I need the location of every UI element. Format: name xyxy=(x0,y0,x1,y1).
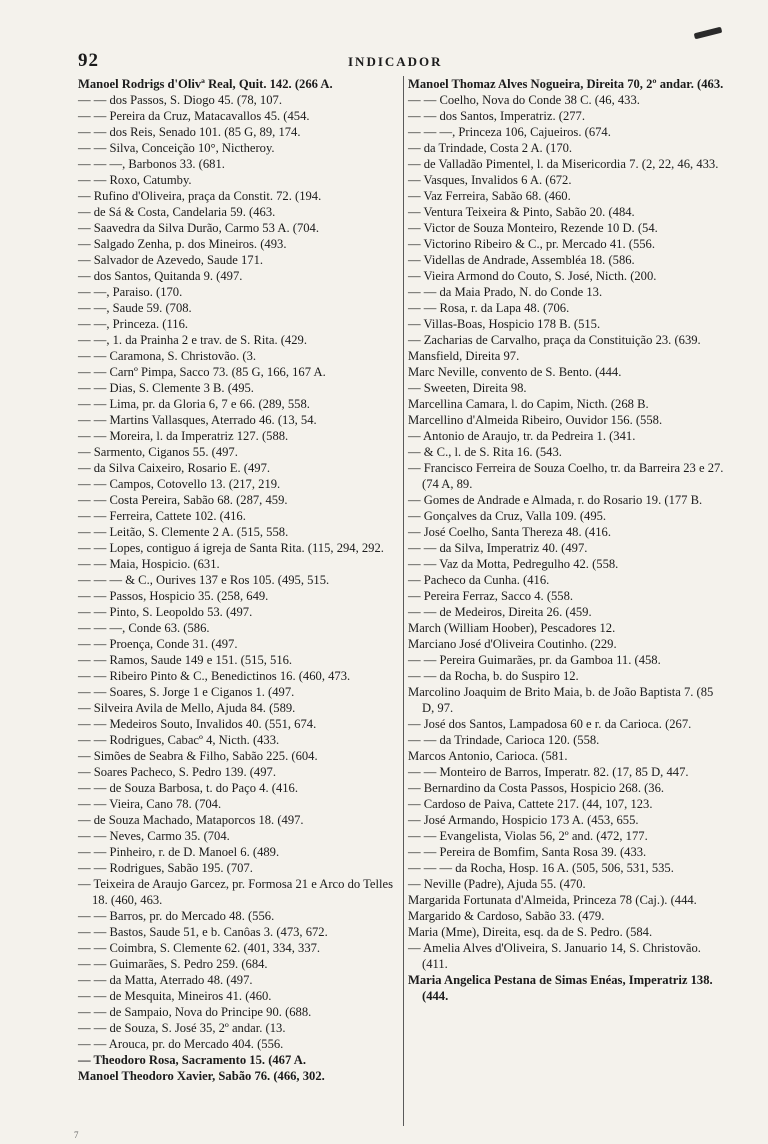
directory-entry: — — Martins Vallasques, Aterrado 46. (13, 54. xyxy=(78,413,317,427)
directory-entry: — José Coelho, Santa Thereza 48. (416. xyxy=(408,525,611,539)
directory-entry: — Salgado Zenha, p. dos Mineiros. (493. xyxy=(78,237,287,251)
directory-entry: — Cardoso de Paiva, Cattete 217. (44, 107, 123. xyxy=(408,797,653,811)
directory-entry: — Pereira Ferraz, Sacco 4. (558. xyxy=(408,589,574,603)
directory-entry: — — Carnº Pimpa, Sacco 73. (85 G, 166, 167 A. xyxy=(78,365,326,379)
directory-entry: Manoel Thomaz Alves Nogueira, Direita 70, 2º andar. (463. xyxy=(408,77,724,91)
column-divider xyxy=(403,76,404,1126)
directory-entry: — Teixeira de Araujo Garcez, pr. Formosa 21 e Arco do Telles 18. (460, 463. xyxy=(78,877,393,907)
directory-entry: — — de Medeiros, Direita 26. (459. xyxy=(408,605,592,619)
directory-entry: — — Passos, Hospicio 35. (258, 649. xyxy=(78,589,269,603)
directory-entry: Maria Angelica Pestana de Simas Enéas, Imperatriz 138. (444. xyxy=(408,973,713,1003)
directory-entry: — — Guimarães, S. Pedro 259. (684. xyxy=(78,957,268,971)
directory-entry: — Soares Pacheco, S. Pedro 139. (497. xyxy=(78,765,276,779)
directory-entry: — Bernardino da Costa Passos, Hospicio 268. (36. xyxy=(408,781,665,795)
directory-entry: — — Ramos, Saude 149 e 151. (515, 516. xyxy=(78,653,293,667)
directory-entry: Marcellino d'Almeida Ribeiro, Ouvidor 156. (558. xyxy=(408,413,663,427)
directory-entry: — & C., l. de S. Rita 16. (543. xyxy=(408,445,562,459)
directory-entry: — — —, Princeza 106, Cajueiros. (674. xyxy=(408,125,611,139)
directory-entry: — Villas-Boas, Hospicio 178 B. (515. xyxy=(408,317,601,331)
directory-entry: — Vaz Ferreira, Sabão 68. (460. xyxy=(408,189,571,203)
directory-entry: — — da Maia Prado, N. do Conde 13. xyxy=(408,285,603,299)
directory-entry: — — de Souza Barbosa, t. do Paço 4. (416. xyxy=(78,781,299,795)
directory-entry: — — —, Conde 63. (586. xyxy=(78,621,210,635)
directory-entry: — — Silva, Conceição 10°, Nictheroy. xyxy=(78,141,275,155)
directory-entry: — Zacharias de Carvalho, praça da Constituição 23. (639. xyxy=(408,333,701,347)
directory-entry: Manoel Theodoro Xavier, Sabão 76. (466, 302. xyxy=(78,1069,325,1083)
directory-entry: Marc Neville, convento de S. Bento. (444. xyxy=(408,365,622,379)
directory-entry: Margarido & Cardoso, Sabão 33. (479. xyxy=(408,909,605,923)
directory-entry: — — de Souza, S. José 35, 2º andar. (13. xyxy=(78,1021,286,1035)
directory-entry: Marcolino Joaquim de Brito Maia, b. de João Baptista 7. (85 D, 97. xyxy=(408,685,714,715)
directory-entry: — — Pereira da Cruz, Matacavallos 45. (454. xyxy=(78,109,310,123)
directory-entry: — — Pinheiro, r. de D. Manoel 6. (489. xyxy=(78,845,280,859)
directory-entry: — Simões de Seabra & Filho, Sabão 225. (604. xyxy=(78,749,318,763)
directory-entry: — — de Mesquita, Mineiros 41. (460. xyxy=(78,989,272,1003)
directory-entry: — — Coelho, Nova do Conde 38 C. (46, 433. xyxy=(408,93,640,107)
directory-entry: — — Ferreira, Cattete 102. (416. xyxy=(78,509,246,523)
directory-entry: — — Pinto, S. Leopoldo 53. (497. xyxy=(78,605,253,619)
directory-entry: Margarida Fortunata d'Almeida, Princeza 78 (Caj.). (444. xyxy=(408,893,697,907)
ink-blot xyxy=(694,27,723,40)
directory-entry: — — dos Passos, S. Diogo 45. (78, 107. xyxy=(78,93,282,107)
directory-entry: — — Neves, Carmo 35. (704. xyxy=(78,829,230,843)
directory-entry: — — Coimbra, S. Clemente 62. (401, 334, 337. xyxy=(78,941,321,955)
directory-entry: — — da Silva, Imperatriz 40. (497. xyxy=(408,541,588,555)
directory-entry: Maria (Mme), Direita, esq. da de S. Pedro. (584. xyxy=(408,925,653,939)
right-column xyxy=(408,76,724,1004)
directory-entry: — — Moreira, l. da Imperatriz 127. (588. xyxy=(78,429,289,443)
directory-entry: — — Leitão, S. Clemente 2 A. (515, 558. xyxy=(78,525,289,539)
directory-entry: — — Lopes, contiguo á igreja de Santa Rita. (115, 294, 292. xyxy=(78,541,384,555)
directory-entry: Manoel Rodrigs d'Olivª Real, Quit. 142. (266 A. xyxy=(78,77,333,91)
directory-entry: — —, Saude 59. (708. xyxy=(78,301,192,315)
directory-entry: — — da Rocha, b. do Suspiro 12. xyxy=(408,669,579,683)
directory-entry: — — —, Barbonos 33. (681. xyxy=(78,157,225,171)
directory-entry: — — Ribeiro Pinto & C., Benedictinos 16. (460, 473. xyxy=(78,669,351,683)
directory-entry: — Francisco Ferreira de Souza Coelho, tr. da Barreira 23 e 27. (74 A, 89. xyxy=(408,461,724,491)
directory-entry: — — Rodrigues, Sabão 195. (707. xyxy=(78,861,253,875)
directory-entry: — José Armando, Hospicio 173 A. (453, 655. xyxy=(408,813,639,827)
directory-entry: — — Rodrigues, Cabacº 4, Nicth. (433. xyxy=(78,733,280,747)
directory-entry: — Vieira Armond do Couto, S. José, Nicth. (200. xyxy=(408,269,657,283)
directory-entry: — Amelia Alves d'Oliveira, S. Januario 14, S. Christovão. (411. xyxy=(408,941,701,971)
directory-entry: — Pacheco da Cunha. (416. xyxy=(408,573,550,587)
directory-entry: — — Proença, Conde 31. (497. xyxy=(78,637,238,651)
directory-entry: — — Vaz da Motta, Pedregulho 42. (558. xyxy=(408,557,619,571)
directory-entry: — — — da Rocha, Hosp. 16 A. (505, 506, 531, 535. xyxy=(408,861,674,875)
directory-entry: — — Maia, Hospicio. (631. xyxy=(78,557,220,571)
directory-entry: — — Bastos, Saude 51, e b. Canôas 3. (473, 672. xyxy=(78,925,328,939)
directory-entry: — José dos Santos, Lampadosa 60 e r. da Carioca. (267. xyxy=(408,717,692,731)
directory-entry: — Sarmento, Ciganos 55. (497. xyxy=(78,445,238,459)
directory-entry: — — Barros, pr. do Mercado 48. (556. xyxy=(78,909,275,923)
directory-entry: — — de Sampaio, Nova do Principe 90. (688. xyxy=(78,1005,312,1019)
directory-entry: — — Vieira, Cano 78. (704. xyxy=(78,797,222,811)
directory-entry: — Gonçalves da Cruz, Valla 109. (495. xyxy=(408,509,607,523)
page-header xyxy=(78,50,718,74)
directory-entry: — Videllas de Andrade, Assembléa 18. (586. xyxy=(408,253,635,267)
directory-entry: — — Caramona, S. Christovão. (3. xyxy=(78,349,257,363)
directory-entry: — — dos Santos, Imperatriz. (277. xyxy=(408,109,585,123)
directory-entry: — Gomes de Andrade e Almada, r. do Rosario 19. (177 B. xyxy=(408,493,703,507)
directory-entry: March (William Hoober), Pescadores 12. xyxy=(408,621,616,635)
directory-entry: — —, Paraiso. (170. xyxy=(78,285,183,299)
directory-entry: — — Rosa, r. da Lapa 48. (706. xyxy=(408,301,570,315)
directory-entry: — — da Matta, Aterrado 48. (497. xyxy=(78,973,253,987)
directory-entry: — Silveira Avila de Mello, Ajuda 84. (589. xyxy=(78,701,296,715)
directory-entry: — Sweeten, Direita 98. xyxy=(408,381,527,395)
directory-entry: — —, 1. da Prainha 2 e trav. de S. Rita. (429. xyxy=(78,333,307,347)
directory-entry: — da Trindade, Costa 2 A. (170. xyxy=(408,141,573,155)
directory-entry: — Salvador de Azevedo, Saude 171. xyxy=(78,253,264,267)
directory-entry: — — dos Reis, Senado 101. (85 G, 89, 174. xyxy=(78,125,301,139)
directory-entry: — dos Santos, Quitanda 9. (497. xyxy=(78,269,243,283)
directory-entry: Marcellina Camara, l. do Capim, Nicth. (268 B. xyxy=(408,397,649,411)
directory-entry: — — Campos, Cotovello 13. (217, 219. xyxy=(78,477,281,491)
directory-entry: — Neville (Padre), Ajuda 55. (470. xyxy=(408,877,586,891)
directory-entry: — — Costa Pereira, Sabão 68. (287, 459. xyxy=(78,493,288,507)
directory-entry: — Rufino d'Oliveira, praça da Constit. 72. (194. xyxy=(78,189,322,203)
directory-entry: Marcos Antonio, Carioca. (581. xyxy=(408,749,568,763)
directory-entry: — — Roxo, Catumby. xyxy=(78,173,192,187)
directory-entry: — Saavedra da Silva Durão, Carmo 53 A. (704. xyxy=(78,221,319,235)
directory-entry: — Victor de Souza Monteiro, Rezende 10 D. (54. xyxy=(408,221,658,235)
directory-entry: Marciano José d'Oliveira Coutinho. (229. xyxy=(408,637,617,651)
directory-entry: Mansfield, Direita 97. xyxy=(408,349,520,363)
directory-entry: — de Souza Machado, Mataporcos 18. (497. xyxy=(78,813,304,827)
page-number: 92 xyxy=(78,50,99,71)
directory-entry: — — — & C., Ourives 137 e Ros 105. (495, 515. xyxy=(78,573,330,587)
directory-entry: — Victorino Ribeiro & C., pr. Mercado 41. (556. xyxy=(408,237,656,251)
directory-entry: — —, Princeza. (116. xyxy=(78,317,189,331)
directory-entry: — Antonio de Araujo, tr. da Pedreira 1. (341. xyxy=(408,429,636,443)
left-column xyxy=(78,76,400,1084)
directory-entry: — Theodoro Rosa, Sacramento 15. (467 A. xyxy=(78,1053,306,1067)
directory-entry: — — Pereira de Bomfim, Santa Rosa 39. (433. xyxy=(408,845,647,859)
directory-entry: — — da Trindade, Carioca 120. (558. xyxy=(408,733,600,747)
directory-entry: — de Valladão Pimentel, l. da Misericordia 7. (2, 22, 46, 433. xyxy=(408,157,719,171)
directory-entry: — da Silva Caixeiro, Rosario E. (497. xyxy=(78,461,271,475)
directory-entry: — — Pereira Guimarães, pr. da Gamboa 11. (458. xyxy=(408,653,661,667)
directory-entry: — de Sá & Costa, Candelaria 59. (463. xyxy=(78,205,276,219)
directory-entry: — — Medeiros Souto, Invalidos 40. (551, 674. xyxy=(78,717,317,731)
directory-entry: — Vasques, Invalidos 6 A. (672. xyxy=(408,173,572,187)
directory-entry: — — Evangelista, Violas 56, 2º and. (472, 177. xyxy=(408,829,648,843)
directory-entry: — — Monteiro de Barros, Imperatr. 82. (17, 85 D, 447. xyxy=(408,765,689,779)
directory-entry: — — Soares, S. Jorge 1 e Ciganos 1. (497. xyxy=(78,685,295,699)
directory-entry: — Ventura Teixeira & Pinto, Sabão 20. (484. xyxy=(408,205,635,219)
directory-entry: — — Dias, S. Clemente 3 B. (495. xyxy=(78,381,254,395)
running-title: INDICADOR xyxy=(348,54,443,69)
directory-entry: — — Arouca, pr. do Mercado 404. (556. xyxy=(78,1037,284,1051)
footer-mark: 7 xyxy=(74,1130,79,1140)
directory-entry: — — Lima, pr. da Gloria 6, 7 e 66. (289, 558. xyxy=(78,397,310,411)
